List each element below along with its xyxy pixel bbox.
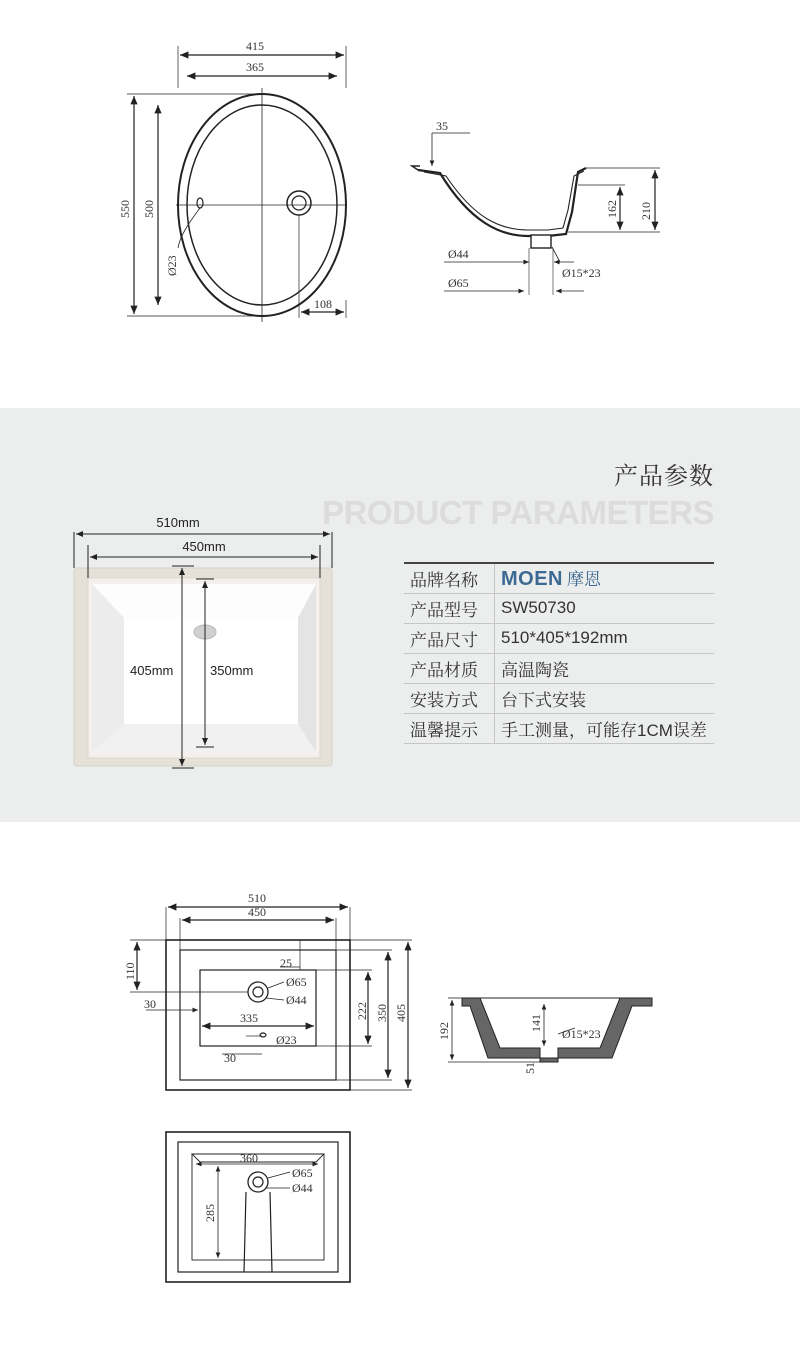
plan2-drain-outer bbox=[248, 1172, 268, 1192]
dim-35: 35 bbox=[436, 119, 448, 133]
oval-basin-drawings bbox=[0, 0, 800, 408]
param-value: SW50730 bbox=[501, 598, 576, 617]
dim-350mm: 350mm bbox=[210, 663, 254, 678]
plan-drain-inner bbox=[253, 987, 263, 997]
param-row-install bbox=[404, 683, 714, 713]
rect-basin-drawing-section bbox=[0, 822, 800, 1358]
product-parameters-section bbox=[0, 408, 800, 822]
plan2-outer-rect bbox=[166, 1132, 350, 1282]
dim-510: 510 bbox=[248, 891, 266, 905]
param-row-model bbox=[404, 593, 714, 623]
param-value: 高温陶瓷 bbox=[501, 660, 569, 680]
param-key: 产品材质 bbox=[404, 653, 495, 683]
dim-350: 350 bbox=[375, 1004, 389, 1022]
dim-500: 500 bbox=[142, 200, 156, 218]
basin-front-wall bbox=[92, 724, 316, 752]
dim-overflow-23: Ø23 bbox=[276, 1033, 297, 1047]
param-key: 产品型号 bbox=[404, 593, 495, 623]
dim-510mm: 510mm bbox=[156, 515, 200, 530]
dim-335: 335 bbox=[240, 1011, 258, 1025]
overflow-hole bbox=[197, 198, 203, 208]
dim-450mm: 450mm bbox=[182, 539, 226, 554]
dim-30: 30 bbox=[144, 997, 156, 1011]
param-key: 温馨提示 bbox=[404, 713, 495, 743]
dim-405: 405 bbox=[394, 1004, 408, 1022]
dim-51: 51 bbox=[523, 1062, 537, 1074]
dim-section-slot: Ø15*23 bbox=[562, 1027, 601, 1041]
dim-141: 141 bbox=[529, 1014, 543, 1032]
basin-back-wall bbox=[92, 584, 316, 618]
dim-360: 360 bbox=[240, 1151, 258, 1165]
dim-drain-44: Ø44 bbox=[286, 993, 307, 1007]
param-value: 手工测量，可能存1CM误差 bbox=[501, 720, 707, 740]
drain-hole-inner bbox=[292, 196, 306, 210]
param-key: 品牌名称 bbox=[404, 563, 495, 593]
drain-hole-outer bbox=[287, 191, 311, 215]
dim-450: 450 bbox=[248, 905, 266, 919]
oval-basin-drawing-section bbox=[0, 0, 800, 408]
params-title-cn: 产品参数 bbox=[614, 463, 714, 490]
dim-210: 210 bbox=[639, 202, 653, 220]
plan-outer-rect bbox=[166, 940, 350, 1090]
section-profile bbox=[462, 998, 652, 1062]
dim-405mm: 405mm bbox=[130, 663, 174, 678]
params-title-en: PRODUCT PARAMETERS bbox=[322, 494, 714, 531]
param-key: 安装方式 bbox=[404, 683, 495, 713]
dim-overflow-23: Ø23 bbox=[165, 255, 179, 276]
brand-logo: MOEN bbox=[501, 568, 563, 591]
dim-drain-65: Ø65 bbox=[286, 975, 307, 989]
dim-285: 285 bbox=[203, 1204, 217, 1222]
params-table bbox=[404, 562, 714, 744]
param-key: 产品尺寸 bbox=[404, 623, 495, 653]
dim-drain-65: Ø65 bbox=[448, 276, 469, 290]
dim-222: 222 bbox=[355, 1002, 369, 1020]
dim-550: 550 bbox=[118, 200, 132, 218]
brand-name-cn: 摩恩 bbox=[567, 570, 601, 590]
dim-drain2-44: Ø44 bbox=[292, 1181, 313, 1195]
plan-drain-outer bbox=[248, 982, 268, 1002]
plan2-back-slope bbox=[192, 1154, 324, 1162]
dim-overflow-slot: Ø15*23 bbox=[562, 266, 601, 280]
rect-basin-drawings bbox=[0, 822, 800, 1358]
param-value-brand bbox=[495, 563, 715, 593]
param-row-note bbox=[404, 713, 714, 743]
dim-110: 110 bbox=[123, 962, 137, 980]
param-value: 台下式安装 bbox=[501, 690, 586, 710]
dim-108: 108 bbox=[314, 297, 332, 311]
param-row-brand bbox=[404, 563, 714, 593]
dim-162: 162 bbox=[605, 200, 619, 218]
dim-415: 415 bbox=[246, 39, 264, 53]
dim-25: 25 bbox=[280, 956, 292, 970]
plan2-drain-inner bbox=[253, 1177, 263, 1187]
param-row-size bbox=[404, 623, 714, 653]
plan-overflow bbox=[260, 1033, 266, 1037]
param-row-material bbox=[404, 653, 714, 683]
dim-drain2-65: Ø65 bbox=[292, 1166, 313, 1180]
basin-section-inner bbox=[424, 171, 584, 230]
dim-192: 192 bbox=[437, 1022, 451, 1040]
plan2-inner-rect bbox=[178, 1142, 338, 1272]
basin-photo-diagram bbox=[0, 408, 400, 822]
dim-drain-44: Ø44 bbox=[448, 247, 469, 261]
dim-365: 365 bbox=[246, 60, 264, 74]
param-value: 510*405*192mm bbox=[501, 628, 628, 647]
dim-30b: 30 bbox=[224, 1051, 236, 1065]
drain-section bbox=[531, 235, 551, 248]
